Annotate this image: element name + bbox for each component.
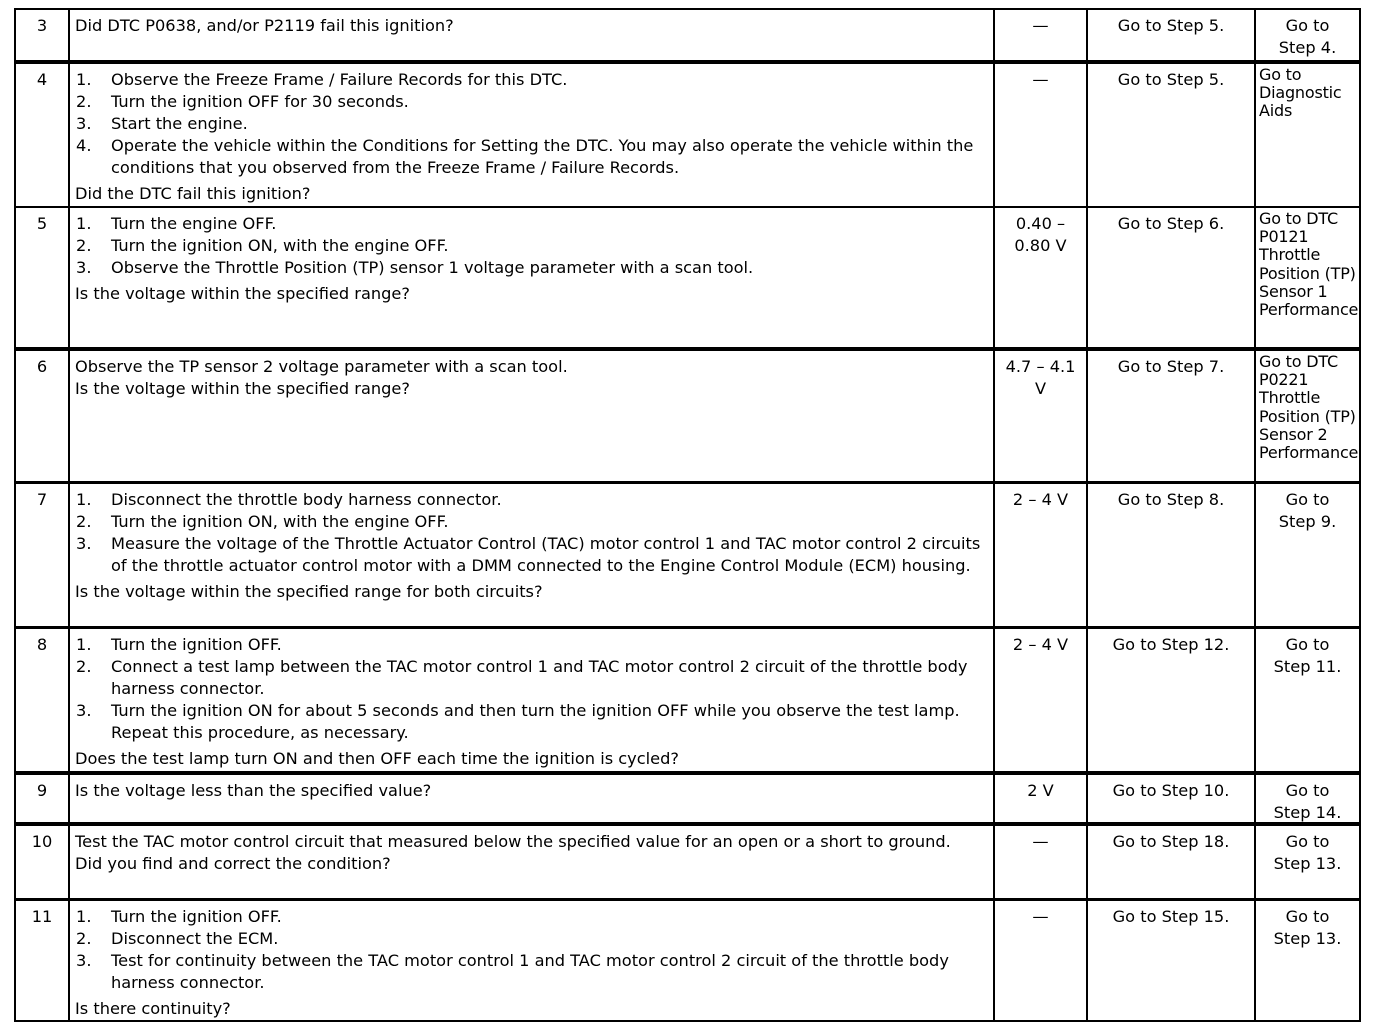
no-link[interactable]: Go to Step 11. [1254, 629, 1359, 771]
value-cell: 2 – 4 V [993, 484, 1086, 626]
action-line: Did you find and correct the condition? [75, 854, 391, 873]
yes-link[interactable]: Go to Step 7. [1086, 351, 1254, 481]
action-cell [68, 901, 993, 1020]
table-row [14, 206, 1361, 349]
action-line: Test the TAC motor control circuit that measured below the specified value for an open or a short to ground. [75, 832, 951, 851]
table-row [14, 627, 1361, 773]
yes-link[interactable]: Go to Step 10. [1086, 775, 1254, 822]
action-item: Disconnect the throttle body harness connector. [111, 490, 502, 509]
no-link[interactable]: Go to DTC P0121 Throttle Position (TP) Sensor 1 Performance [1254, 208, 1359, 347]
no-link[interactable]: Go to Diagnostic Aids [1254, 64, 1359, 206]
value-cell: — [993, 901, 1086, 1020]
yes-link[interactable]: Go to Step 12. [1086, 629, 1254, 771]
value-cell: 4.7 – 4.1 V [993, 351, 1086, 481]
value-cell: 2 – 4 V [993, 629, 1086, 771]
action-text [75, 780, 989, 802]
action-line: Observe the TP sensor 2 voltage parameter with a scan tool. [75, 357, 568, 376]
action-cell [68, 775, 993, 822]
no-link[interactable]: Go to Step 9. [1254, 484, 1359, 626]
action-question: Is the voltage within the specified range? [75, 284, 410, 303]
action-cell [68, 208, 993, 347]
action-item: Disconnect the ECM. [111, 929, 279, 948]
action-cell [68, 64, 993, 206]
value-cell: — [993, 826, 1086, 898]
table-row [14, 349, 1361, 483]
action-cell [68, 351, 993, 481]
action-item: Test for continuity between the TAC motor control 1 and TAC motor control 2 circuit of the throttle body harness connector. [111, 951, 949, 992]
step-number: 3 [36, 16, 48, 35]
step-number: 4 [36, 70, 48, 89]
action-item: Observe the Freeze Frame / Failure Records for this DTC. [111, 70, 568, 89]
yes-link[interactable]: Go to Step 5. [1086, 64, 1254, 206]
action-item: Turn the ignition ON, with the engine OFF. [111, 236, 449, 255]
action-question: Did the DTC fail this ignition? [75, 184, 311, 203]
table-row [14, 899, 1361, 1022]
action-item: Turn the ignition OFF. [111, 907, 282, 926]
action-line: Did DTC P0638, and/or P2119 fail this ignition? [75, 16, 454, 35]
action-cell [68, 629, 993, 771]
step-number: 7 [36, 490, 48, 509]
action-item: Measure the voltage of the Throttle Actuator Control (TAC) motor control 1 and TAC motor control 2 circuits of the throttle actuator control motor with a DMM connected to the Engine Control Module (ECM) housing. [111, 534, 981, 575]
table-row [14, 62, 1361, 208]
step-number: 6 [36, 357, 48, 376]
action-cell [68, 484, 993, 626]
table-row [14, 482, 1361, 628]
action-text [75, 831, 989, 875]
step-number: 9 [36, 781, 48, 800]
action-item: Turn the ignition OFF for 30 seconds. [111, 92, 409, 111]
action-item: Observe the Throttle Position (TP) sensor 1 voltage parameter with a scan tool. [111, 258, 754, 277]
action-cell [68, 826, 993, 898]
value-cell: 0.40 – 0.80 V [993, 208, 1086, 347]
value-cell: 2 V [993, 775, 1086, 822]
action-item: Turn the ignition ON for about 5 seconds and then turn the ignition OFF while you observe the test lamp. Repeat this procedure, as necessary. [111, 701, 960, 742]
action-question: Does the test lamp turn ON and then OFF each time the ignition is cycled? [75, 749, 679, 768]
no-link[interactable]: Go to Step 13. [1254, 826, 1359, 898]
step-number: 5 [36, 214, 48, 233]
action-item: Turn the ignition ON, with the engine OFF. [111, 512, 449, 531]
yes-link[interactable]: Go to Step 15. [1086, 901, 1254, 1020]
yes-link[interactable]: Go to Step 6. [1086, 208, 1254, 347]
no-link[interactable]: Go to Step 14. [1254, 775, 1359, 822]
step-number: 11 [31, 907, 53, 926]
action-item: Connect a test lamp between the TAC motor control 1 and TAC motor control 2 circuit of the throttle body harness connector. [111, 657, 968, 698]
yes-link[interactable]: Go to Step 18. [1086, 826, 1254, 898]
action-list [75, 213, 989, 279]
action-question: Is the voltage within the specified range for both circuits? [75, 582, 543, 601]
action-item: Turn the engine OFF. [111, 214, 277, 233]
action-line: Is the voltage less than the specified value? [75, 781, 432, 800]
step-number: 8 [36, 635, 48, 654]
action-text [75, 356, 989, 400]
value-cell: — [993, 64, 1086, 206]
action-cell [68, 10, 993, 60]
action-list [75, 69, 989, 179]
action-line: Is the voltage within the specified range? [75, 379, 410, 398]
yes-link[interactable]: Go to Step 5. [1086, 10, 1254, 60]
yes-link[interactable]: Go to Step 8. [1086, 484, 1254, 626]
table-row [14, 824, 1361, 900]
action-item: Turn the ignition OFF. [111, 635, 282, 654]
no-link[interactable]: Go to Step 4. [1254, 10, 1359, 60]
action-text [75, 15, 989, 37]
action-list [75, 634, 989, 744]
action-list [75, 489, 989, 577]
action-list [75, 906, 989, 994]
step-number: 10 [31, 832, 53, 851]
table-row [14, 8, 1361, 62]
action-item: Operate the vehicle within the Conditions for Setting the DTC. You may also operate the vehicle within the conditions that you observed from the Freeze Frame / Failure Records. [111, 136, 974, 177]
table-row [14, 773, 1361, 824]
no-link[interactable]: Go to DTC P0221 Throttle Position (TP) Sensor 2 Performance [1254, 351, 1359, 481]
action-question: Is there continuity? [75, 999, 231, 1018]
value-cell: — [993, 10, 1086, 60]
no-link[interactable]: Go to Step 13. [1254, 901, 1359, 1020]
action-item: Start the engine. [111, 114, 248, 133]
